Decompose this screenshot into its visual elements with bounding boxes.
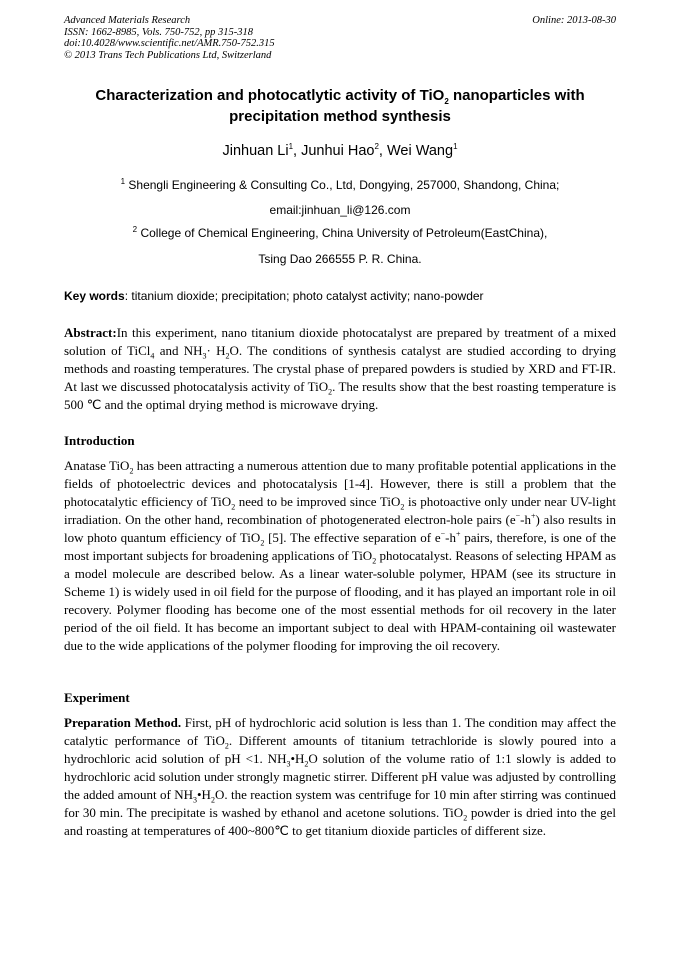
- abstract: Abstract:In this experiment, nano titanium dioxide photocatalyst are prepared by treatment of a mixed solution of TiCl$_4$ and $NH_3\cdot H_2O$. The conditions of synthesis catalyst are studied according to drying methods and roasting temperatures. The crystal phase of prepared powders is studied by XRD and FT-IR. At last we discussed photocatalysis activity of TiO$_2$. The results show that the best roasting temperature is 500 ℃ and the optimal drying method is microwave drying.: [64, 325, 617, 412]
- introduction-text: Anatase TiO$_2$ has been attracting a numerous attention due to many profitable potential applications in the fields of photoelectric devices and photocatalysis [1-4]. However, there is still a problem that the photocatalytic efficiency of TiO$_2$ need to be improved since TiO$_2$ is photoactive only under near UV-light irradiation. On the other hand, recombination of photogenerated electron-hole pairs (e−-h+) also results in low photo quantum efficiency of TiO$_2$ [5]. The effective separation of e−-h+ pairs, therefore, is one of the most important subjects for broadening applications of TiO$_2$ photocatalyst. Reasons of selecting HPAM as a model molecule are described below. As a linear water-soluble polymer, HPAM (see its structure in Scheme 1) is widely used in oil field for the purpose of flooding, and it has played an important role in oil recovery. Polymer flooding has become one of the most essential methods for oil recovery in the later period of the oil field. It has become an important subject to deal with HPAM-containing oil wastewater due to the wide applications of the polymer flooding for improving the oil recovery.: [64, 458, 617, 653]
- keywords-label: Key words: [64, 289, 125, 303]
- copyright: © 2013 Trans Tech Publications Ltd, Switzerland: [64, 49, 272, 61]
- author: Wei Wang: [386, 143, 454, 159]
- author-email: email:jinhuan_li@126.com: [269, 203, 411, 217]
- author: Jinhuan Li: [222, 143, 289, 159]
- online-date: Online: 2013-08-30: [532, 15, 616, 26]
- experiment-heading: Experiment: [64, 690, 130, 705]
- journal-name: Advanced Materials Research: [64, 15, 191, 26]
- experiment-text: Preparation Method. First, pH of hydrochloric acid solution is less than 1. The condition may affect the catalytic performance of TiO$_2$. Different amounts of titanium tetrachloride is slowly poured into a hydrochloric acid solution of pH <1. $NH_3•H_2O$ solution of the volume ratio of 1:1 slowly is added to hydrochloric acid solution under strongly magnetic stirrer. Different pH value was adjusted by controlling the added amount of $NH_3•H_2O$. the reaction system was centrifuge for 10 min after stirring was continued for 30 min. The precipitate is washed by ethanol and acetone solutions. TiO$_2$ powder is dried into the gel and roasting at temperatures of 400~800℃ to get titanium dioxide particles of different size.: [64, 715, 617, 838]
- affiliation-2: $^2$ College of Chemical Engineering, China University of Petroleum(EastChina),: [132, 225, 548, 240]
- affiliation-1: $^1$ Shengli Engineering & Consulting Co., Ltd, Dongying, 257000, Shandong, China;: [120, 177, 560, 192]
- doi: doi:10.4028/www.scientific.net/AMR.750-752.315: [64, 38, 275, 49]
- affiliation-2-address: Tsing Dao 266555 P. R. China.: [258, 252, 422, 266]
- issn: ISSN: 1662-8985, Vols. 750-752, pp 315-318: [64, 26, 253, 38]
- title-line1: Characterization and photocatlytic activity of TiO$_2$ nanoparticles with: [95, 87, 585, 106]
- preparation-method-label: Preparation Method.: [64, 715, 182, 730]
- introduction-heading: Introduction: [64, 433, 135, 448]
- page-header: [64, 15, 616, 61]
- keywords: Key words: titanium dioxide; precipitation; photo catalyst activity; nano-powder: [64, 289, 484, 303]
- abstract-label: Abstract:: [64, 325, 117, 340]
- title-line2: precipitation method synthesis: [229, 108, 451, 125]
- author: Junhui Hao: [301, 143, 375, 159]
- author-list: Jinhuan Li$^1$, Junhui Hao$^2$, Wei Wang$^1$: [222, 142, 458, 159]
- paper-title: [64, 85, 616, 127]
